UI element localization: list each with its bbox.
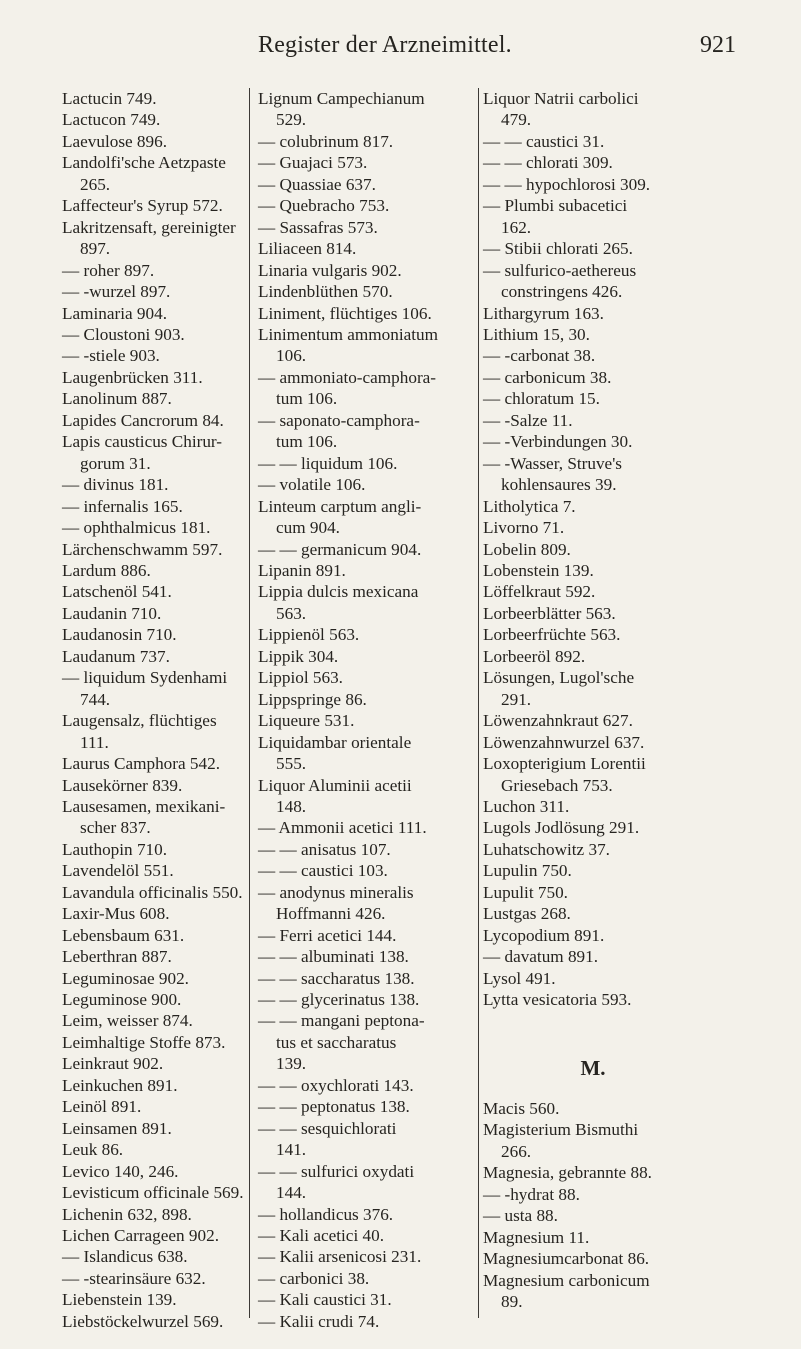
index-entry-continuation: 141. xyxy=(276,1140,307,1160)
page-number: 921 xyxy=(700,32,736,58)
index-entry: Lycopodium 891. xyxy=(483,925,605,945)
index-entry: Laugensalz, flüchtiges xyxy=(62,711,217,731)
index-entry: Lorbeerblätter 563. xyxy=(483,603,616,623)
index-entry: — Guajaci 573. xyxy=(258,153,368,173)
index-column-3 xyxy=(483,88,703,1318)
index-entry-continuation: gorum 31. xyxy=(80,453,151,473)
index-entry: Leguminose 900. xyxy=(62,990,182,1010)
index-entry: Magnesiumcarbonat 86. xyxy=(483,1249,650,1269)
index-entry: — Cloustoni 903. xyxy=(62,324,185,344)
index-entry: Lausekörner 839. xyxy=(62,775,183,795)
index-entry: Litholytica 7. xyxy=(483,496,576,516)
index-entry: — Quassiae 637. xyxy=(258,174,376,194)
index-entry: Liquor Aluminii acetii xyxy=(258,775,412,795)
index-entry-continuation: 744. xyxy=(80,689,111,709)
index-column-1 xyxy=(62,88,244,1331)
index-entry-continuation: tum 106. xyxy=(276,432,338,452)
index-entry: — — germanicum 904. xyxy=(258,539,422,559)
index-entry: Liebstöckelwurzel 569. xyxy=(62,1311,224,1331)
index-entry: — Kalii arsenicosi 231. xyxy=(258,1247,422,1267)
index-entry: Laminaria 904. xyxy=(62,303,167,323)
index-entry: Lindenblüthen 570. xyxy=(258,282,393,302)
index-entry: — — hypochlorosi 309. xyxy=(483,174,651,194)
index-entry: — Kalii crudi 74. xyxy=(258,1311,380,1331)
index-entry: — Ferri acetici 144. xyxy=(258,925,397,945)
column-divider xyxy=(478,88,479,1318)
index-entry: Lavendelöl 551. xyxy=(62,861,174,881)
index-entry: Löffelkraut 592. xyxy=(483,582,596,602)
index-entry: Lippik 304. xyxy=(258,646,339,666)
index-entry: — — oxychlorati 143. xyxy=(258,1075,414,1095)
index-entry: Linimentum ammoniatum xyxy=(258,324,438,344)
index-entry: Leimhaltige Stoffe 873. xyxy=(62,1032,226,1052)
index-entry: — — sesquichlorati xyxy=(258,1118,397,1138)
index-entry: — infernalis 165. xyxy=(62,496,183,516)
index-entry: — — peptonatus 138. xyxy=(258,1097,410,1117)
index-entry-continuation: cum 904. xyxy=(276,518,340,538)
index-entry-continuation: 897. xyxy=(80,239,111,259)
index-entry: — ophthalmicus 181. xyxy=(62,518,211,538)
index-entry-continuation: 266. xyxy=(501,1141,532,1161)
index-entry-continuation: 563. xyxy=(276,603,307,623)
index-entry: — chloratum 15. xyxy=(483,389,600,409)
index-entry: Lysol 491. xyxy=(483,968,556,988)
index-entry-continuation: 291. xyxy=(501,689,532,709)
index-entry: Linteum carptum angli- xyxy=(258,496,422,516)
index-entry: — roher 897. xyxy=(62,260,155,280)
index-entry: Livorno 71. xyxy=(483,518,565,538)
index-entry: — carbonici 38. xyxy=(258,1268,370,1288)
index-entry: — Sassafras 573. xyxy=(258,217,378,237)
index-entry: — — sulfurici oxydati xyxy=(258,1161,415,1181)
index-entry: Löwenzahnwurzel 637. xyxy=(483,732,645,752)
index-entry: Lignum Campechianum xyxy=(258,89,425,108)
index-entry: Lipanin 891. xyxy=(258,560,346,580)
index-entry: Lactucon 749. xyxy=(62,110,161,130)
index-entry: Lippia dulcis mexicana xyxy=(258,582,419,602)
index-entry-continuation: constringens 426. xyxy=(501,282,623,302)
index-entry: — volatile 106. xyxy=(258,475,366,495)
index-entry: Levico 140, 246. xyxy=(62,1161,179,1181)
index-entry: — — liquidum 106. xyxy=(258,453,398,473)
index-entry: — divinus 181. xyxy=(62,475,169,495)
index-entry: Laevulose 896. xyxy=(62,131,168,151)
index-entry: — — saccharatus 138. xyxy=(258,968,415,988)
index-entry: Liliaceen 814. xyxy=(258,239,357,259)
index-entry: — -stiele 903. xyxy=(62,346,160,366)
index-entry: — Stibii chlorati 265. xyxy=(483,239,633,259)
index-entry: — -hydrat 88. xyxy=(483,1184,580,1204)
index-entry: — Quebracho 753. xyxy=(258,196,390,216)
index-entry: — -Verbindungen 30. xyxy=(483,432,633,452)
index-entry: — Islandicus 638. xyxy=(62,1247,188,1267)
index-entry: — anodynus mineralis xyxy=(258,882,414,902)
index-entry: Lippspringe 86. xyxy=(258,689,367,709)
column-divider xyxy=(249,88,250,1318)
index-entry: Luhatschowitz 37. xyxy=(483,839,610,859)
index-entry: Leinsamen 891. xyxy=(62,1118,172,1138)
index-entry: Leuk 86. xyxy=(62,1140,124,1160)
page-header xyxy=(0,30,801,70)
index-entry: Lichenin 632, 898. xyxy=(62,1204,192,1224)
index-column-2 xyxy=(258,88,470,1331)
index-entry: Lustgas 268. xyxy=(483,904,571,924)
index-entry: Lupulit 750. xyxy=(483,882,568,902)
index-entry: — Kali caustici 31. xyxy=(258,1290,392,1310)
index-entry: — liquidum Sydenhami xyxy=(62,668,228,688)
index-entry: — saponato-camphora- xyxy=(258,410,420,430)
index-entry: Lapis causticus Chirur- xyxy=(62,432,223,452)
index-entry: Magnesia, gebrannte 88. xyxy=(483,1163,652,1183)
index-entry: — ammoniato-camphora- xyxy=(258,367,437,387)
index-entry: Lärchenschwamm 597. xyxy=(62,539,223,559)
index-entry-continuation: tus et saccharatus xyxy=(276,1032,397,1052)
index-entry: Lösungen, Lugol'sche xyxy=(483,668,635,688)
index-entry: Lorbeeröl 892. xyxy=(483,646,586,666)
index-entry: Löwenzahnkraut 627. xyxy=(483,711,633,731)
index-entry-continuation: 144. xyxy=(276,1183,307,1203)
index-entry: Loxopterigium Lorentii xyxy=(483,754,646,774)
index-entry-continuation: 139. xyxy=(276,1054,307,1074)
index-entry: Latschenöl 541. xyxy=(62,582,172,602)
index-entry: — hollandicus 376. xyxy=(258,1204,394,1224)
index-entry: — — caustici 31. xyxy=(483,131,605,151)
index-entry: — colubrinum 817. xyxy=(258,131,394,151)
index-entry: Leim, weisser 874. xyxy=(62,1011,193,1031)
index-entry-continuation: kohlensaures 39. xyxy=(501,475,617,495)
index-entry: Laudanum 737. xyxy=(62,646,170,666)
index-entry: Linaria vulgaris 902. xyxy=(258,260,402,280)
index-entry: Liebenstein 139. xyxy=(62,1290,177,1310)
index-entry: — — caustici 103. xyxy=(258,861,388,881)
index-entry: Lebensbaum 631. xyxy=(62,925,185,945)
index-entry: Lithium 15, 30. xyxy=(483,324,590,344)
index-entry: — Plumbi subacetici xyxy=(483,196,628,216)
index-entry: Lardum 886. xyxy=(62,560,151,580)
index-entry-continuation: 529. xyxy=(276,110,307,130)
index-entry: — -Salze 11. xyxy=(483,410,573,430)
index-entry: Laudanin 710. xyxy=(62,603,162,623)
index-entry: Lugols Jodlösung 291. xyxy=(483,818,640,838)
index-entry: Lapides Cancrorum 84. xyxy=(62,410,224,430)
index-entry: Magnesium 11. xyxy=(483,1227,590,1247)
index-entry: Laugenbrücken 311. xyxy=(62,367,203,387)
index-entry-continuation: scher 837. xyxy=(80,818,151,838)
index-entry: Leinöl 891. xyxy=(62,1097,142,1117)
index-entry: — Ammonii acetici 111. xyxy=(258,818,427,838)
index-entry: — carbonicum 38. xyxy=(483,367,612,387)
index-entry: Magnesium carbonicum xyxy=(483,1270,650,1290)
index-entry: — -Wasser, Struve's xyxy=(483,453,622,473)
index-entry: Lanolinum 887. xyxy=(62,389,172,409)
index-entry: Lippiol 563. xyxy=(258,668,343,688)
index-entry: Lavandula officinalis 550. xyxy=(62,882,243,902)
index-entry: Leguminosae 902. xyxy=(62,968,189,988)
index-entry: Lithargyrum 163. xyxy=(483,303,604,323)
index-entry-continuation: 111. xyxy=(80,732,109,752)
index-entry-continuation: 148. xyxy=(276,796,307,816)
index-entry: Lactucin 749. xyxy=(62,89,157,108)
index-entry-continuation: 555. xyxy=(276,754,307,774)
index-entry: — -carbonat 38. xyxy=(483,346,596,366)
index-entry: Lakritzensaft, gereinigter xyxy=(62,217,236,237)
index-entry: Liqueure 531. xyxy=(258,711,355,731)
index-entry-continuation: 89. xyxy=(501,1292,523,1312)
index-entry: Landolfi'sche Aetzpaste xyxy=(62,153,226,173)
running-title: Register der Arzneimittel. xyxy=(258,32,512,58)
index-entry: Luchon 311. xyxy=(483,796,570,816)
index-entry: Leinkuchen 891. xyxy=(62,1075,178,1095)
index-entry: — davatum 891. xyxy=(483,947,599,967)
index-entry: Laurus Camphora 542. xyxy=(62,754,220,774)
index-entry: Leberthran 887. xyxy=(62,947,172,967)
index-entry: — sulfurico-aethereus xyxy=(483,260,637,280)
index-entry: — usta 88. xyxy=(483,1206,558,1226)
index-entry: Macis 560. xyxy=(483,1098,560,1118)
index-entry: Lorbeerfrüchte 563. xyxy=(483,625,621,645)
index-entry: Magisterium Bismuthi xyxy=(483,1120,639,1140)
index-entry-continuation: 162. xyxy=(501,217,532,237)
index-entry: Laudanosin 710. xyxy=(62,625,177,645)
index-entry: Lausesamen, mexikani- xyxy=(62,796,226,816)
index-entry: — -wurzel 897. xyxy=(62,282,171,302)
index-entry: — — anisatus 107. xyxy=(258,839,391,859)
index-entry: Lobelin 809. xyxy=(483,539,571,559)
index-entry: Lauthopin 710. xyxy=(62,839,168,859)
index-entry: — — albuminati 138. xyxy=(258,947,409,967)
index-entry: — — chlorati 309. xyxy=(483,153,613,173)
index-entry: Lytta vesicatoria 593. xyxy=(483,990,632,1010)
index-entry: Liquidambar orientale xyxy=(258,732,412,752)
index-entry: Lobenstein 139. xyxy=(483,560,594,580)
index-entry: Liniment, flüchtiges 106. xyxy=(258,303,432,323)
section-letter-heading: M. xyxy=(580,1056,606,1081)
index-entry: — Kali acetici 40. xyxy=(258,1226,384,1246)
index-entry: Levisticum officinale 569. xyxy=(62,1183,244,1203)
index-entry: Liquor Natrii carbolici xyxy=(483,89,639,108)
index-entry: Leinkraut 902. xyxy=(62,1054,164,1074)
index-entry: — -stearinsäure 632. xyxy=(62,1268,206,1288)
index-entry-continuation: Griesebach 753. xyxy=(501,775,613,795)
index-entry: Laxir-Mus 608. xyxy=(62,904,170,924)
index-entry: Lupulin 750. xyxy=(483,861,572,881)
index-entry-continuation: 106. xyxy=(276,346,307,366)
index-entry-continuation: 479. xyxy=(501,110,532,130)
index-entry-continuation: 265. xyxy=(80,174,111,194)
index-entry-continuation: Hoffmanni 426. xyxy=(276,904,386,924)
index-entry-continuation: tum 106. xyxy=(276,389,338,409)
index-entry: Lippienöl 563. xyxy=(258,625,360,645)
index-entry: — — mangani peptona- xyxy=(258,1011,425,1031)
index-entry: — — glycerinatus 138. xyxy=(258,990,420,1010)
index-entry: Laffecteur's Syrup 572. xyxy=(62,196,223,216)
index-entry: Lichen Carrageen 902. xyxy=(62,1226,220,1246)
